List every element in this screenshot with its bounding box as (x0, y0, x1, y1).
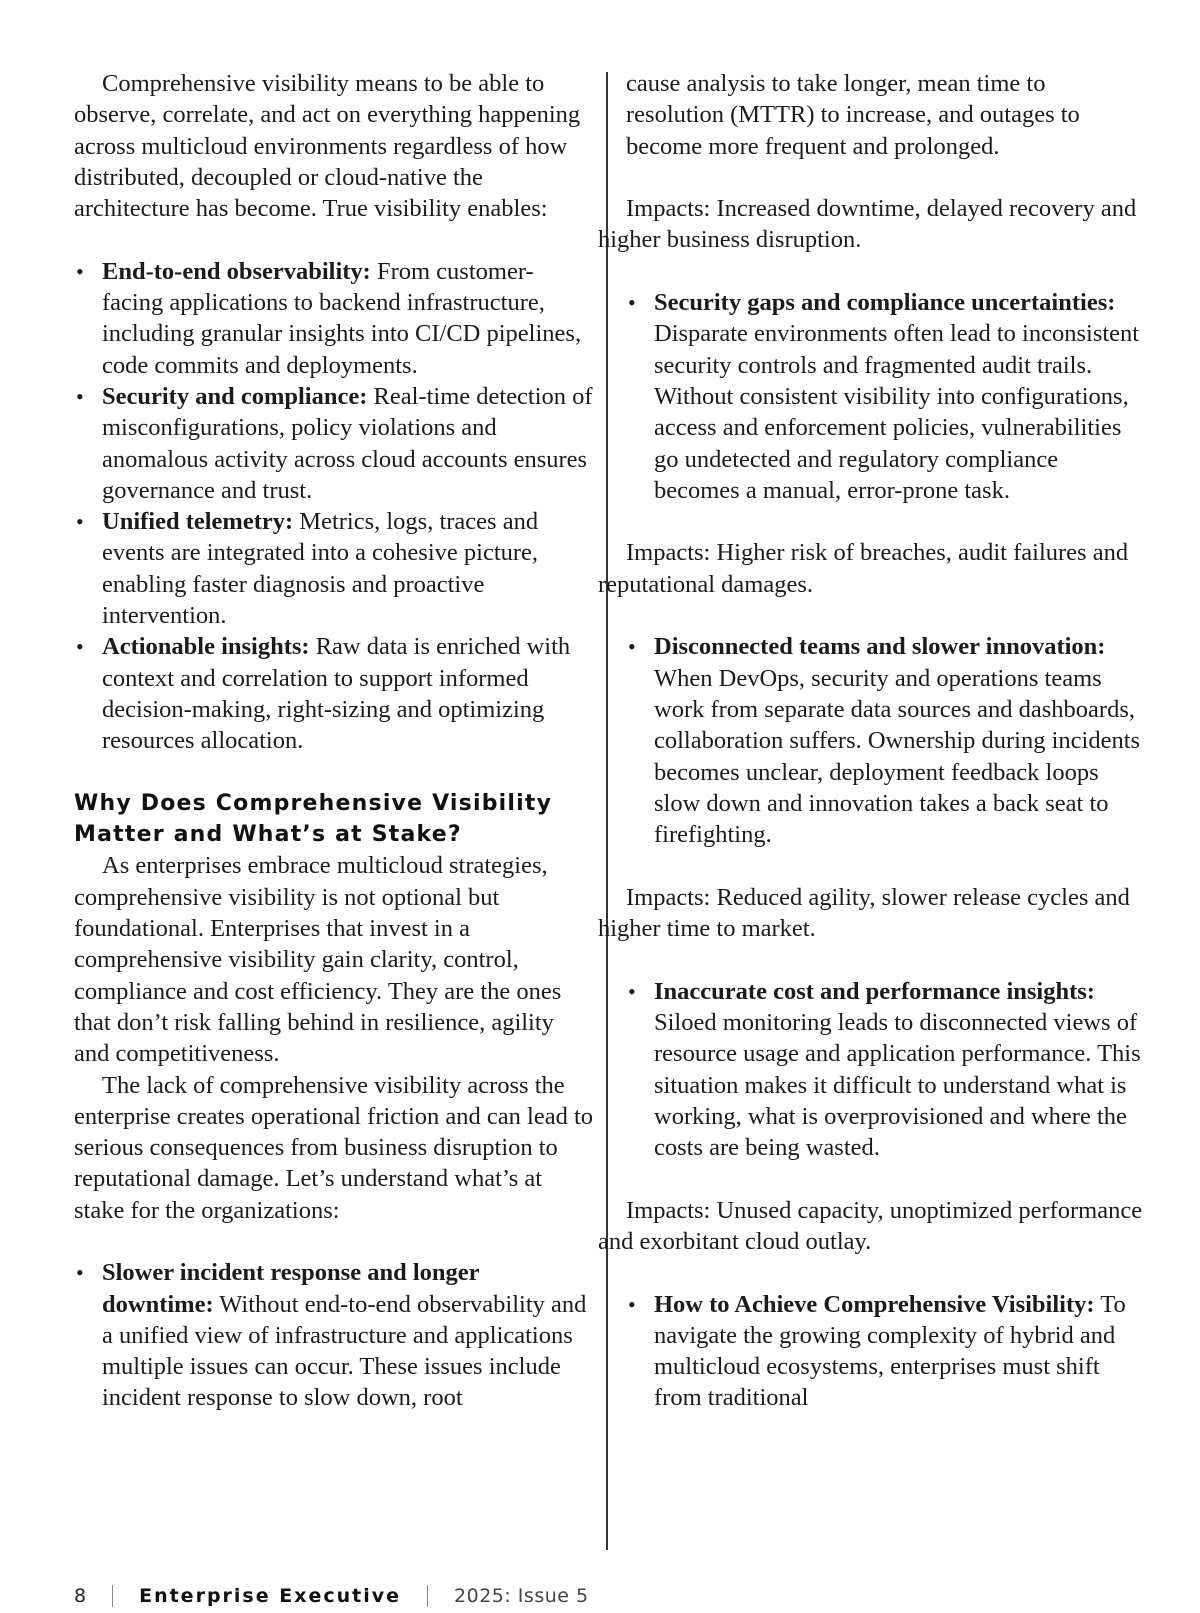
list-item-term: How to Achieve Comprehensive Visibility: (654, 1290, 1095, 1318)
list-item (654, 287, 1146, 506)
list-item-text: Siloed monitoring leads to disconnected views of resource usage and application performance. This situation makes it difficult to understand what is working, what is overprovisioned and where the costs are being wasted. (654, 1008, 1141, 1162)
body-paragraph: As enterprises embrace multicloud strategies, comprehensive visibility is not optional but foundational. Enterprises that invest in a comprehensive visibility gain clarity, control, compliance and cost efficiency. They are the ones that don’t risk falling behind in resilience, agility and competitiveness. (74, 852, 562, 1068)
right-column (598, 68, 1146, 1414)
intro-paragraph: Comprehensive visibility means to be able to observe, correlate, and act on everything happening across multicloud environments regardless of how distributed, decoupled or cloud-native the architecture has become. True visibility enables: (74, 70, 581, 223)
impact-line: Impacts: Unused capacity, unoptimized performance and exorbitant cloud outlay. (598, 1196, 1143, 1255)
stakes-list (626, 287, 1146, 506)
list-item-text: Without end-to-end observability and a unified view of infrastructure and applications multiple issues can occur. These issues include incident response to slow down, root (102, 1290, 587, 1412)
footer-separator (112, 1585, 113, 1607)
list-item-text: Metrics, logs, traces and events are integrated into a cohesive picture, enabling faster diagnosis and proactive intervention. (102, 508, 539, 630)
list-item (102, 256, 594, 381)
list-item (102, 1257, 594, 1413)
impact-line: Impacts: Higher risk of breaches, audit failures and reputational damages. (598, 539, 1129, 598)
list-item-term: Slower incident response and longer downtime: (102, 1259, 480, 1318)
list-item-text: Raw data is enriched with context and correlation to support informed decision-making, right-sizing and optimizing resources allocation. (102, 633, 571, 755)
page-footer (74, 1584, 589, 1608)
list-item-term: Security and compliance: (102, 382, 368, 410)
visibility-benefits-list (74, 256, 594, 757)
continuation-text: cause analysis to take longer, mean time to resolution (MTTR) to increase, and outages to become more frequent and prolonged. (626, 70, 1080, 160)
section-heading: Why Does Comprehensive Visibility Matter and What’s at Stake? (74, 790, 553, 848)
list-item-text: Real-time detection of misconfigurations, policy violations and anomalous activity across cloud accounts ensures governance and trust. (102, 382, 593, 504)
list-item (102, 381, 594, 506)
impact-line: Impacts: Increased downtime, delayed recovery and higher business disruption. (598, 195, 1137, 254)
footer-separator (427, 1585, 428, 1607)
list-item-term: Inaccurate cost and performance insights: (654, 977, 1095, 1005)
magazine-name: Enterprise Executive (139, 1585, 402, 1607)
column-divider (606, 72, 608, 1550)
list-item (654, 976, 1146, 1164)
list-item-term: End-to-end observability: (102, 257, 371, 285)
list-item-text: From customer-facing applications to backend infrastructure, including granular insights into CI/CD pipelines, code commits and deployments. (102, 257, 582, 379)
stakes-list (626, 1289, 1146, 1414)
list-item (102, 631, 594, 756)
list-item-term: Unified telemetry: (102, 508, 294, 536)
body-paragraph: The lack of comprehensive visibility across the enterprise creates operational friction and can lead to serious consequences from business disruption to reputational damage. Let’s understand what’s at stake for the organizations: (74, 1071, 594, 1224)
page-number: 8 (74, 1585, 87, 1607)
list-item (654, 631, 1146, 850)
list-item-text: When DevOps, security and operations teams work from separate data sources and dashboards, collaboration suffers. Ownership during incidents becomes unclear, deployment feedback loops slow down and innovation takes a back seat to firefighting. (654, 664, 1141, 849)
stakes-list (626, 976, 1146, 1164)
stakes-list (74, 1257, 594, 1413)
list-item (102, 506, 594, 631)
left-column (74, 68, 594, 1414)
impact-line: Impacts: Reduced agility, slower release cycles and higher time to market. (598, 883, 1130, 943)
stakes-list (626, 631, 1146, 850)
issue-label: 2025: Issue 5 (454, 1585, 589, 1607)
list-item-term: Security gaps and compliance uncertainties: (654, 289, 1116, 317)
list-item-text: To navigate the growing complexity of hybrid and multicloud ecosystems, enterprises must shift from traditional (654, 1290, 1126, 1412)
list-item (654, 1289, 1146, 1414)
list-item-term: Actionable insights: (102, 633, 310, 661)
list-item-text: Disparate environments often lead to inconsistent security controls and fragmented audit trails. Without consistent visibility into configurations, access and enforcement policies, vulnerabilities go undetected and regulatory compliance becomes a manual, error-prone task. (654, 320, 1140, 504)
list-item-term: Disconnected teams and slower innovation: (654, 633, 1106, 661)
